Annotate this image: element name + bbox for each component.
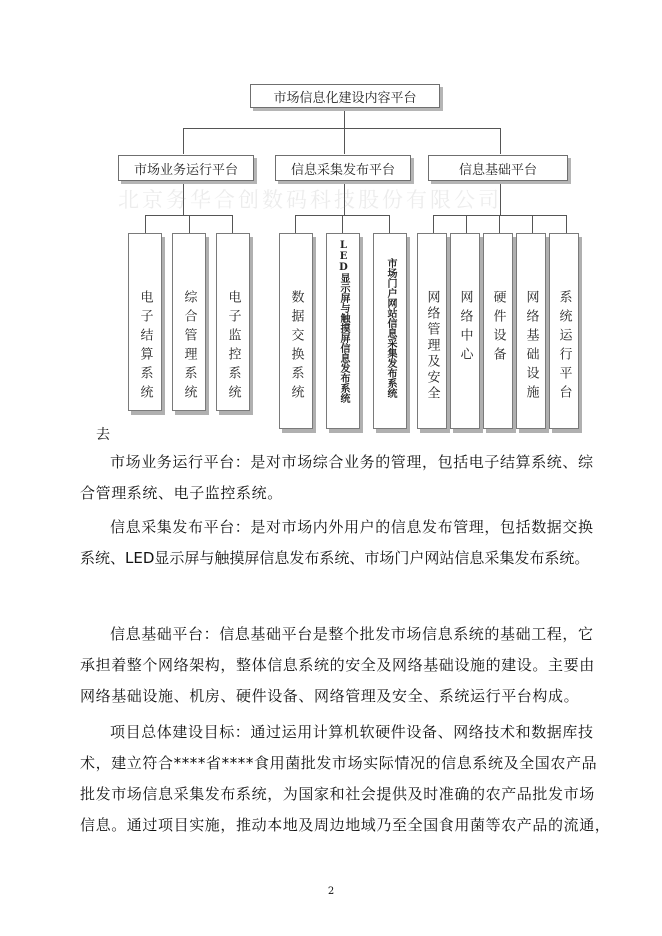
connector bbox=[189, 215, 190, 233]
connector bbox=[183, 128, 501, 129]
connector bbox=[532, 215, 533, 233]
system-label: 网络管理及安全 bbox=[424, 290, 440, 402]
connector bbox=[433, 215, 567, 216]
system-box bbox=[128, 233, 162, 411]
connector bbox=[145, 215, 146, 233]
root-platform-box bbox=[250, 84, 440, 108]
group-box-business bbox=[118, 155, 254, 181]
connector bbox=[433, 215, 434, 233]
system-box bbox=[172, 233, 206, 411]
system-label: 市场门户网站信息采集发布系统 bbox=[385, 258, 396, 398]
text-line: 网络基础设施、机房、硬件设备、网络管理及安全、系统运行平台构成。 bbox=[80, 687, 580, 705]
text-line: 信息基础平台：信息基础平台是整个批发市场信息系统的基础工程，它 bbox=[110, 625, 594, 643]
system-label: 电子监控系统 bbox=[225, 290, 241, 404]
system-label: 硬件设备 bbox=[490, 290, 506, 366]
connector bbox=[566, 215, 567, 233]
connector bbox=[344, 106, 345, 128]
group-label: 市场业务运行平台 bbox=[133, 162, 238, 178]
text-line: 承担着整个网络架构，整体信息系统的安全及网络基础设施的建设。主要由 bbox=[80, 656, 595, 674]
text-line: 批发市场信息采集发布系统，为国家和社会提供及时准确的农产品批发市场 bbox=[80, 785, 595, 803]
connector bbox=[499, 215, 500, 233]
group-box-info-publish bbox=[275, 155, 411, 181]
system-label: 电子结算系统 bbox=[137, 290, 153, 404]
connector bbox=[183, 128, 184, 154]
connector bbox=[389, 215, 390, 233]
text-line: 系统、LED显示屏与触摸屏信息发布系统、市场门户网站信息采集发布系统。 bbox=[80, 549, 590, 567]
stray-character: 去 bbox=[96, 427, 110, 443]
group-label: 信息基础平台 bbox=[458, 162, 537, 178]
system-box bbox=[483, 233, 513, 429]
system-label: 系统运行平台 bbox=[556, 290, 572, 404]
system-box bbox=[326, 233, 360, 429]
system-label: 网络中心 bbox=[457, 290, 473, 366]
connector bbox=[500, 128, 501, 154]
system-label: 综合管理系统 bbox=[181, 290, 197, 404]
system-box bbox=[450, 233, 480, 429]
text-line: 合管理系统、电子监控系统。 bbox=[80, 484, 283, 502]
text-line: 术，建立符合****省****食用菌批发市场实际情况的信息系统及全国农产品 bbox=[80, 754, 598, 772]
connector bbox=[344, 128, 345, 154]
system-box bbox=[216, 233, 250, 411]
watermark-text: 北京务华合创数码科技股份有限公司 bbox=[118, 188, 502, 212]
connector bbox=[232, 215, 233, 233]
system-box bbox=[516, 233, 546, 429]
system-label: 数据交换系统 bbox=[288, 290, 304, 404]
system-box bbox=[373, 233, 407, 429]
root-platform-label: 市场信息化建设内容平台 bbox=[273, 90, 417, 106]
paragraph-business-platform bbox=[80, 447, 600, 509]
connector bbox=[295, 215, 296, 233]
paragraph-project-goal bbox=[80, 717, 611, 841]
system-label: LED显示屏与触摸屏信息发布系统 bbox=[338, 240, 349, 403]
connector bbox=[342, 215, 343, 233]
paragraph-info-publish-platform bbox=[80, 512, 600, 574]
page-number: 2 bbox=[327, 886, 335, 897]
system-box bbox=[279, 233, 313, 429]
text-line: 项目总体建设目标：通过运用计算机软硬件设备、网络技术和数据库技 bbox=[110, 723, 594, 741]
text-line: 市场业务运行平台：是对市场综合业务的管理，包括电子结算系统、综 bbox=[110, 453, 594, 471]
system-box bbox=[549, 233, 579, 429]
group-box-infrastructure bbox=[428, 155, 568, 181]
system-label: 网络基础设施 bbox=[523, 290, 539, 404]
group-label: 信息采集发布平台 bbox=[290, 162, 395, 178]
paragraph-infrastructure-platform bbox=[80, 619, 600, 712]
system-box bbox=[417, 233, 447, 429]
connector bbox=[466, 215, 467, 233]
text-line: 信息。通过项目实施，推动本地及周边地域乃至全国食用菌等农产品的流通， bbox=[80, 816, 611, 834]
text-line: 信息采集发布平台：是对市场内外用户的信息发布管理，包括数据交换 bbox=[110, 518, 594, 536]
